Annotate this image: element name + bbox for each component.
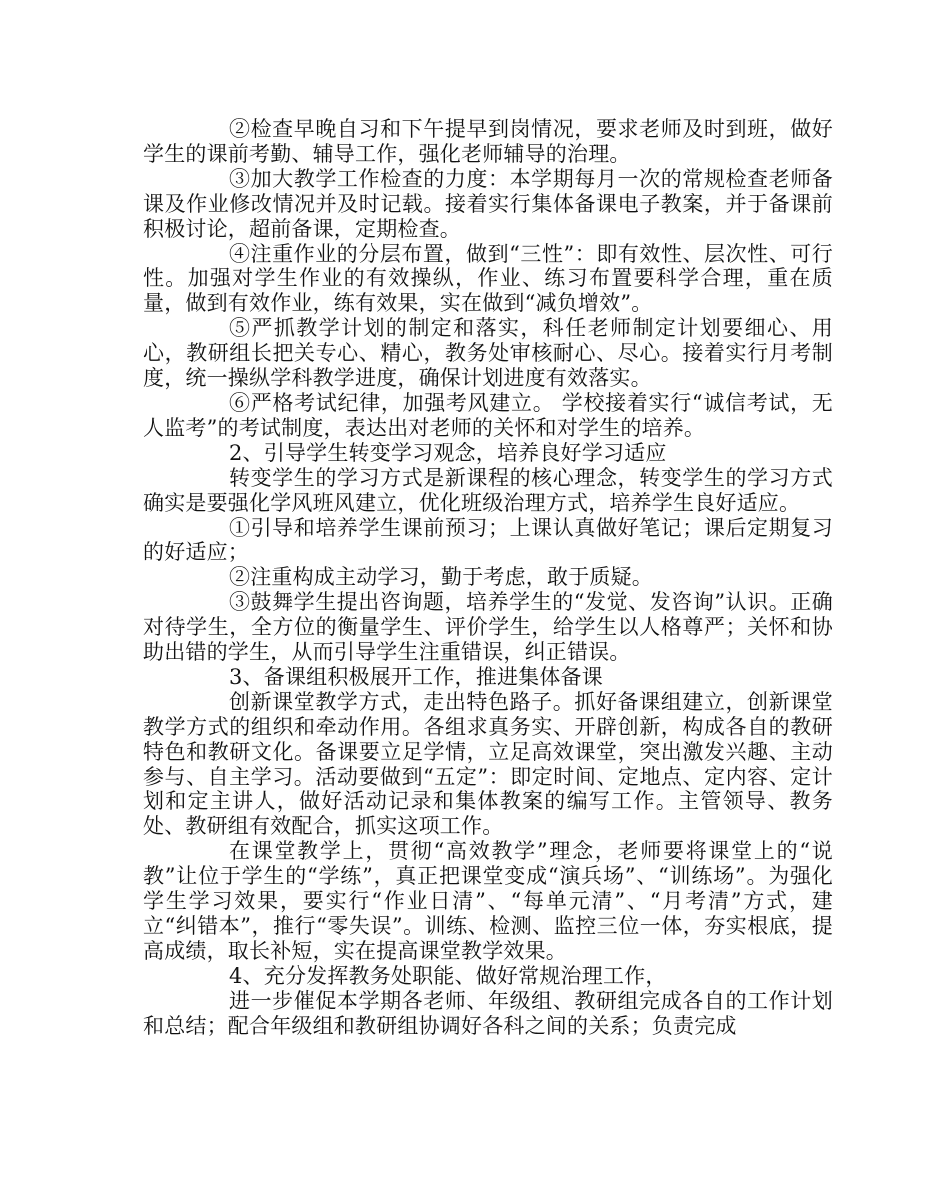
paragraph-preview-habits: ①引导和培养学生课前预习；上课认真做好笔记；课后定期复习的好适应； bbox=[143, 515, 833, 565]
paragraph-learning-style: 转变学生的学习方式是新课程的核心理念，转变学生的学习方式确实是要强化学风班风建立，优化班级治理方式，培养学生良好适应。 bbox=[143, 465, 833, 515]
paragraph-encourage-questions: ③鼓舞学生提出咨询题，培养学生的“发觉、发咨询”认识。正确对待学生，全方位的衡量学生、评价学生，给学生以人格尊严；关怀和协助出错的学生，从而引导学生注重错误，纠正错误。 bbox=[143, 590, 833, 665]
paragraph-homework-layering: ④注重作业的分层布置，做到“三性”：即有效性、层次性、可行性。加强对学生作业的有效操纵，作业、练习布置要科学合理，重在质量，做到有效作业，练有效果，实在做到“减负增效”。 bbox=[143, 241, 833, 316]
paragraph-teaching-plan: ⑤严抓教学计划的制定和落实，科任老师制定计划要细心、用心，教研组长把关专心、精心，教务处审核耐心、尽心。接着实行月考制度，统一操纵学科教学进度，确保计划进度有效落实。 bbox=[143, 316, 833, 391]
section-heading-4: 4、充分发挥教务处职能、做好常规治理工作， bbox=[229, 963, 667, 988]
paragraph-teaching-inspection: ③加大教学工作检查的力度：本学期每月一次的常规检查老师备课及作业修改情况并及时记载。接着实行集体备课电子教案，并于备课前积极讨论，超前备课，定期检查。 bbox=[143, 166, 833, 241]
paragraph-active-learning: ②注重构成主动学习，勤于考虑，敢于质疑。 bbox=[229, 565, 653, 590]
paragraph-efficient-teaching: 在课堂教学上，贯彻“高效教学”理念，老师要将课堂上的“说教”让位于学生的“学练”，真正把课堂变成“演兵场”、“训练场”。为强化学生学习效果，要实行“作业日清”、“每单元清”、“月考清”方式，建立“纠错本”，推行“零失误”。训练、检测、监控三位一体，夯实根底，提高成绩，取长补短，实在提高课堂教学效果。 bbox=[143, 839, 833, 963]
section-heading-3: 3、备课组积极展开工作，推进集体备课 bbox=[229, 664, 603, 689]
document-page bbox=[143, 117, 833, 1039]
paragraph-classroom-innovation: 创新课堂教学方式，走出特色路子。抓好备课组建立，创新课堂教学方式的组织和牵动作用。各组求真务实、开辟创新，构成各自的教研特色和教研文化。备课要立足学情，立足高效课堂，突出激发兴趣、主动参与、自主学习。活动要做到“五定”：即定时间、定地点、定内容、定计划和定主讲人，做好活动记录和集体教案的编写工作。主管领导、教务处、教研组有效配合，抓实这项工作。 bbox=[143, 689, 833, 839]
paragraph-check-self-study: ②检查早晚自习和下午提早到岗情况，要求老师及时到班，做好学生的课前考勤、辅导工作，强化老师辅导的治理。 bbox=[143, 117, 833, 166]
paragraph-supervision: 进一步催促本学期各老师、年级组、教研组完成各自的工作计划和总结；配合年级组和教研组协调好各科之间的关系；负责完成 bbox=[143, 988, 833, 1038]
section-heading-2: 2、引导学生转变学习观念，培养良好学习适应 bbox=[229, 440, 667, 465]
paragraph-exam-discipline: ⑥严格考试纪律，加强考风建立。 学校接着实行“诚信考试，无人监考”的考试制度，表达出对老师的关怀和对学生的培养。 bbox=[143, 390, 833, 440]
